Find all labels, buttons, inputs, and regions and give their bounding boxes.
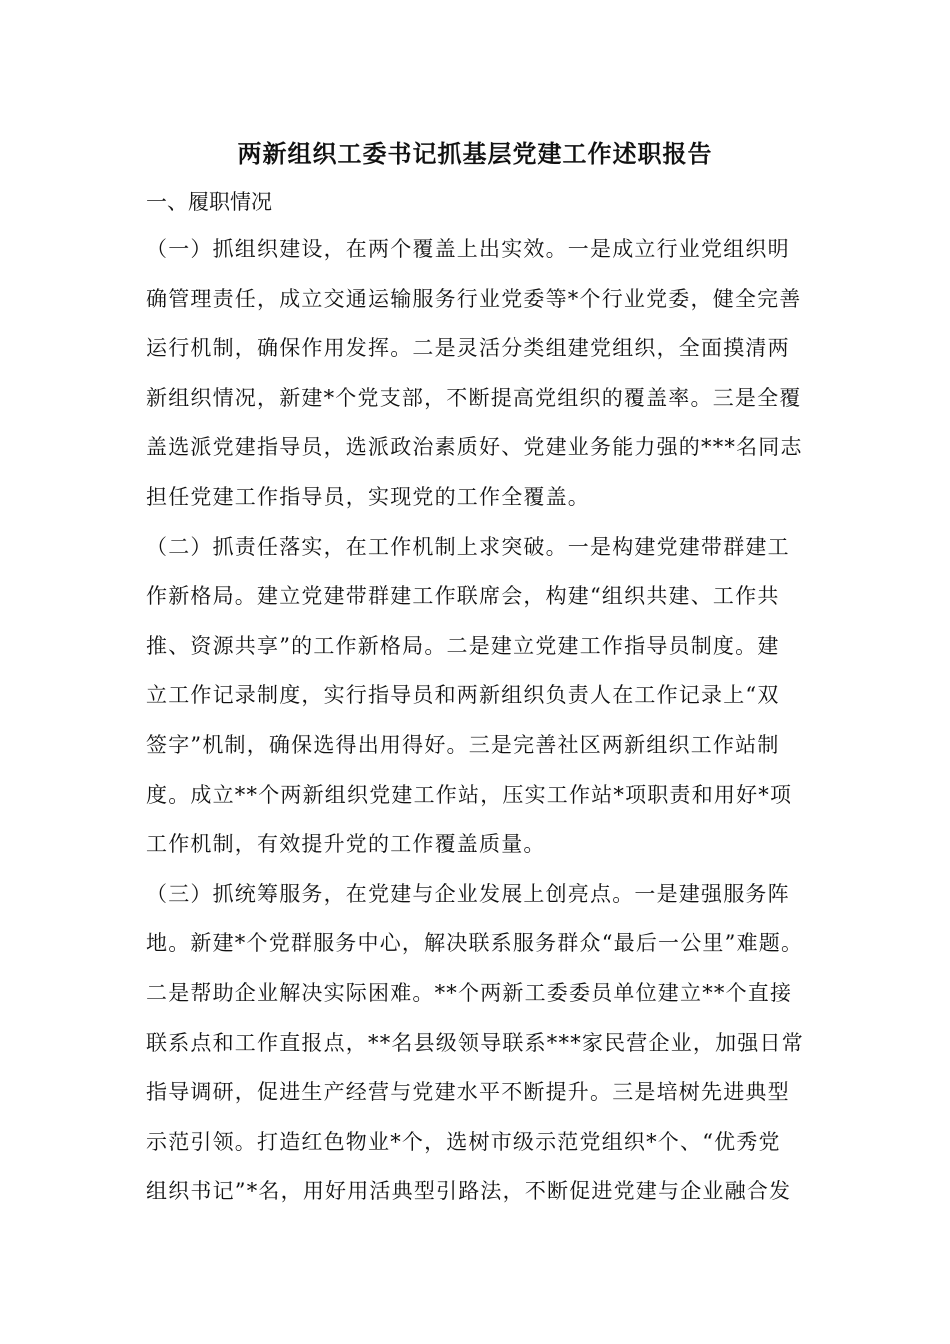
body-line: 度。成立**个两新组织党建工作站，压实工作站*项职责和用好*项 [146,782,793,807]
body-line: 地。新建*个党群服务中心，解决联系服务群众“最后一公里”难题。 [146,931,804,956]
body-line: 担任党建工作指导员，实现党的工作全覆盖。 [146,485,590,509]
body-line: （三）抓统筹服务，在党建与企业发展上创亮点。一是建强服务阵 [146,881,790,906]
body-line: 工作机制，有效提升党的工作覆盖质量。 [146,832,546,857]
body-line: 立工作记录制度，实行指导员和两新组织负责人在工作记录上“双 [146,683,780,708]
section-heading: 一、履职情况 [146,190,272,214]
body-line: 确管理责任，成立交通运输服务行业党委等*个行业党委，健全完善 [146,286,802,311]
document-title: 两新组织工委书记抓基层党建工作述职报告 [237,139,713,168]
body-line: 组织书记”*名，用好用活典型引路法，不断促进党建与企业融合发 [146,1179,792,1204]
body-line: 示范引领。打造红色物业*个，选树市级示范党组织*个、“优秀党 [146,1129,781,1154]
body-line: （一）抓组织建设，在两个覆盖上出实效。一是成立行业党组织明 [146,237,790,261]
body-line: 作新格局。建立党建带群建工作联席会，构建“组织共建、工作共 [146,584,780,609]
body-line: （二）抓责任落实，在工作机制上求突破。一是构建党建带群建工 [146,534,790,559]
body-line: 指导调研，促进生产经营与党建水平不断提升。三是培树先进典型 [146,1080,790,1105]
body-line: 新组织情况，新建*个党支部，不断提高党组织的覆盖率。三是全覆 [146,385,802,410]
body-line: 盖选派党建指导员，选派政治素质好、党建业务能力强的***名同志 [146,435,803,460]
body-line: 联系点和工作直报点，**名县级领导联系***家民营企业，加强日常 [146,1030,804,1055]
body-line: 二是帮助企业解决实际困难。**个两新工委委员单位建立**个直接 [146,981,793,1005]
body-line: 签字”机制，确保选得出用得好。三是完善社区两新组织工作站制 [146,733,780,757]
body-line: 运行机制，确保作用发挥。二是灵活分类组建党组织，全面摸清两 [146,336,790,361]
body-line: 推、资源共享”的工作新格局。二是建立党建工作指导员制度。建 [146,633,780,658]
